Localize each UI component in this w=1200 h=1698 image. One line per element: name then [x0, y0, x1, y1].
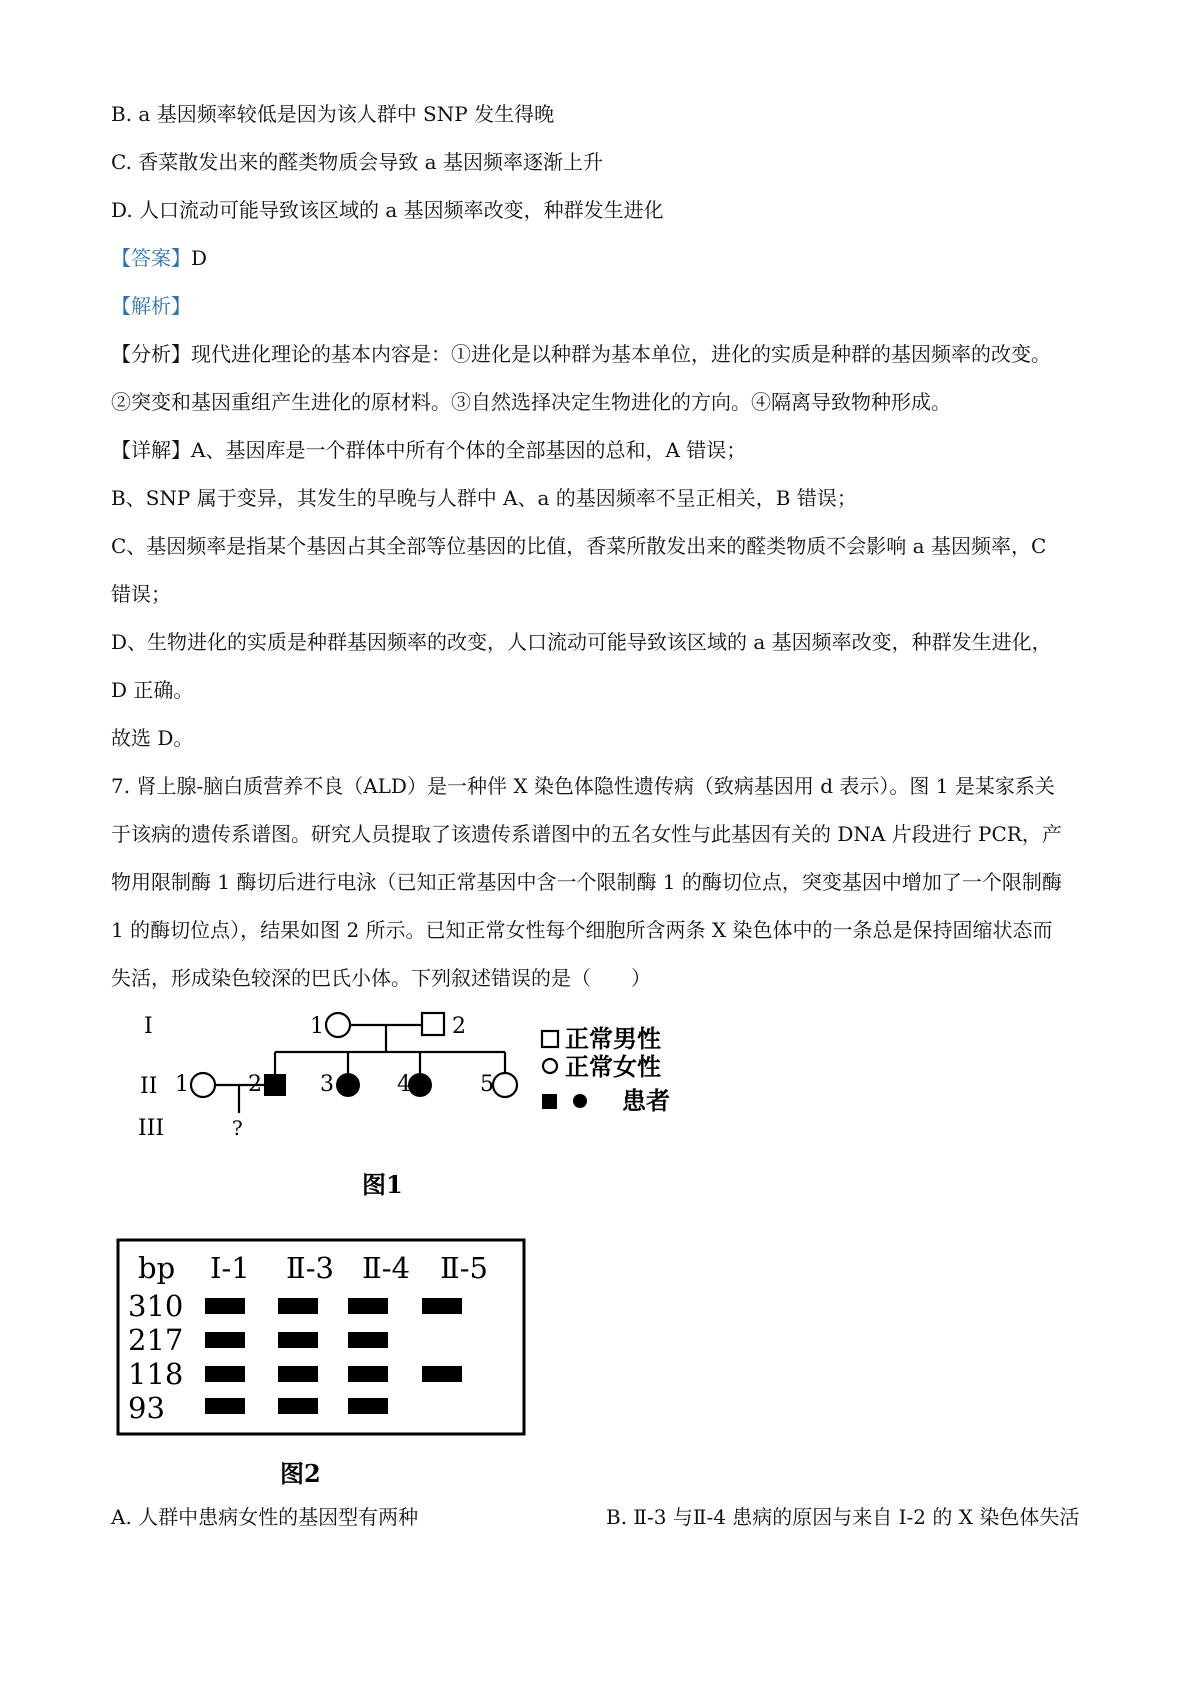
gel-band-93bp-lane-2 [278, 1398, 318, 1414]
pedigree-I-2-normal-male [422, 1013, 444, 1035]
xiangjie-line-c2: 错误； [111, 582, 171, 606]
lane-label-II-4: Ⅱ-4 [362, 1251, 410, 1285]
gel-band-217bp-lane-2 [278, 1332, 318, 1348]
gel-band-118bp-lane-1 [205, 1366, 245, 1382]
xiangjie-label: 【详解】 [111, 438, 191, 462]
label-I-1: 1 [310, 1014, 324, 1039]
pedigree-II-2-affected-male [264, 1074, 286, 1096]
gel-band-310bp-lane-4 [422, 1298, 462, 1314]
lane-label-II-3: Ⅱ-3 [286, 1251, 334, 1285]
pedigree-II-1-normal-female [191, 1073, 215, 1097]
gel-bands [205, 1298, 462, 1414]
xiangjie-line-c1: C、基因频率是指某个基因占其全部等位基因的比值，香菜所散发出来的醛类物质不会影响 a 基因频率，C [111, 534, 1047, 558]
label-II-3: 3 [320, 1072, 334, 1097]
gel-band-118bp-lane-4 [422, 1366, 462, 1382]
legend-affected-male-icon [542, 1094, 557, 1109]
pedigree-II-3-affected-female [336, 1073, 360, 1097]
conclusion-line: 故选 D。 [111, 726, 194, 750]
q7-line-3: 物用限制酶 1 酶切后进行电泳（已知正常基因中含一个限制酶 1 的酶切位点，突变基因中增加了一个限制酶 [111, 870, 1062, 894]
label-I-2: 2 [452, 1014, 466, 1039]
pedigree-II-4-affected-female [408, 1073, 432, 1097]
generation-I: I [144, 1014, 153, 1039]
fenxi-line-2: ②突变和基因重组产生进化的原材料。③自然选择决定生物进化的方向。④隔离导致物种形成。 [111, 390, 951, 414]
answer-label: 【答案】 [111, 246, 191, 270]
legend-normal-female-icon [543, 1059, 557, 1073]
generation-III: III [138, 1116, 165, 1141]
figure-1-pedigree [110, 1005, 700, 1205]
gel-band-93bp-lane-3 [348, 1398, 388, 1414]
option-d-q6: D. 人口流动可能导致该区域的 a 基因频率改变，种群发生进化 [111, 198, 664, 222]
legend-normal-male: 正常男性 [565, 1024, 661, 1053]
xiangjie-line-a: 【详解】A、基因库是一个群体中所有个体的全部基因的总和，A 错误； [111, 438, 747, 462]
legend-affected-female-icon [573, 1094, 587, 1108]
gel-band-217bp-lane-3 [348, 1332, 388, 1348]
xiangjie-line-d2: D 正确。 [111, 678, 194, 702]
figure-2-electrophoresis [110, 1232, 530, 1492]
lane-label-I-1: Ⅰ-1 [210, 1251, 250, 1285]
gel-band-310bp-lane-3 [348, 1298, 388, 1314]
label-III-unknown: ? [232, 1116, 243, 1140]
figure-1-caption: 图1 [362, 1170, 403, 1199]
xiangjie-line-d1: D、生物进化的实质是种群基因频率的改变，人口流动可能导致该区域的 a 基因频率改变，种群发生进化， [111, 630, 1052, 654]
answer-value: D [191, 246, 208, 270]
xiangjie-line-b: B、SNP 属于变异，其发生的早晚与人群中 A、a 的基因频率不呈正相关，B 错误； [111, 486, 857, 510]
size-label-310: 310 [128, 1289, 184, 1323]
gel-band-217bp-lane-1 [205, 1332, 245, 1348]
q7-line-1: 7. 肾上腺-脑白质营养不良（ALD）是一种伴 X 染色体隐性遗传病（致病基因用 d 表示）。图 1 是某家系关 [111, 774, 1055, 798]
lane-label-II-5: Ⅱ-5 [440, 1251, 488, 1285]
label-II-4: 4 [397, 1072, 411, 1097]
option-a-q7: A. 人群中患病女性的基因型有两种 [111, 1505, 419, 1529]
option-b-q6: B. a 基因频率较低是因为该人群中 SNP 发生得晚 [111, 102, 555, 126]
size-label-118: 118 [128, 1357, 184, 1391]
gel-header-bp: bp [138, 1251, 176, 1285]
fenxi-line-1: 【分析】现代进化理论的基本内容是：①进化是以种群为基本单位，进化的实质是种群的基因频率的改变。 [111, 342, 1051, 366]
analysis-label: 【解析】 [111, 294, 191, 318]
size-label-93: 93 [128, 1391, 165, 1425]
size-label-217: 217 [128, 1323, 184, 1357]
pedigree-II-5-normal-female [493, 1073, 517, 1097]
gel-band-118bp-lane-2 [278, 1366, 318, 1382]
label-II-5: 5 [480, 1072, 494, 1097]
legend-normal-female: 正常女性 [565, 1052, 661, 1081]
figure-2-caption: 图2 [280, 1459, 321, 1488]
label-II-2: 2 [248, 1072, 262, 1097]
answer-line [111, 244, 1101, 272]
generation-II: II [140, 1074, 158, 1099]
gel-band-118bp-lane-3 [348, 1366, 388, 1382]
gel-band-310bp-lane-2 [278, 1298, 318, 1314]
pedigree-I-1-normal-female [326, 1013, 350, 1037]
option-b-q7: B. Ⅱ-3 与Ⅱ-4 患病的原因与来自 I-2 的 X 染色体失活 [606, 1505, 1080, 1529]
legend-normal-male-icon [542, 1031, 558, 1047]
option-c-q6: C. 香菜散发出来的醛类物质会导致 a 基因频率逐渐上升 [111, 150, 603, 174]
q7-line-2: 于该病的遗传系谱图。研究人员提取了该遗传系谱图中的五名女性与此基因有关的 DNA 片段进行 PCR，产 [111, 822, 1062, 846]
gel-band-93bp-lane-1 [205, 1398, 245, 1414]
gel-band-310bp-lane-1 [205, 1298, 245, 1314]
label-II-1: 1 [175, 1072, 189, 1097]
q7-line-5: 失活，形成染色较深的巴氏小体。下列叙述错误的是（ ） [111, 966, 651, 990]
fenxi-label: 【分析】 [111, 342, 191, 366]
legend-affected: 患者 [622, 1086, 670, 1115]
q7-line-4: 1 的酶切位点），结果如图 2 所示。已知正常女性每个细胞所含两条 X 染色体中的一条总是保持固缩状态而 [111, 918, 1053, 942]
